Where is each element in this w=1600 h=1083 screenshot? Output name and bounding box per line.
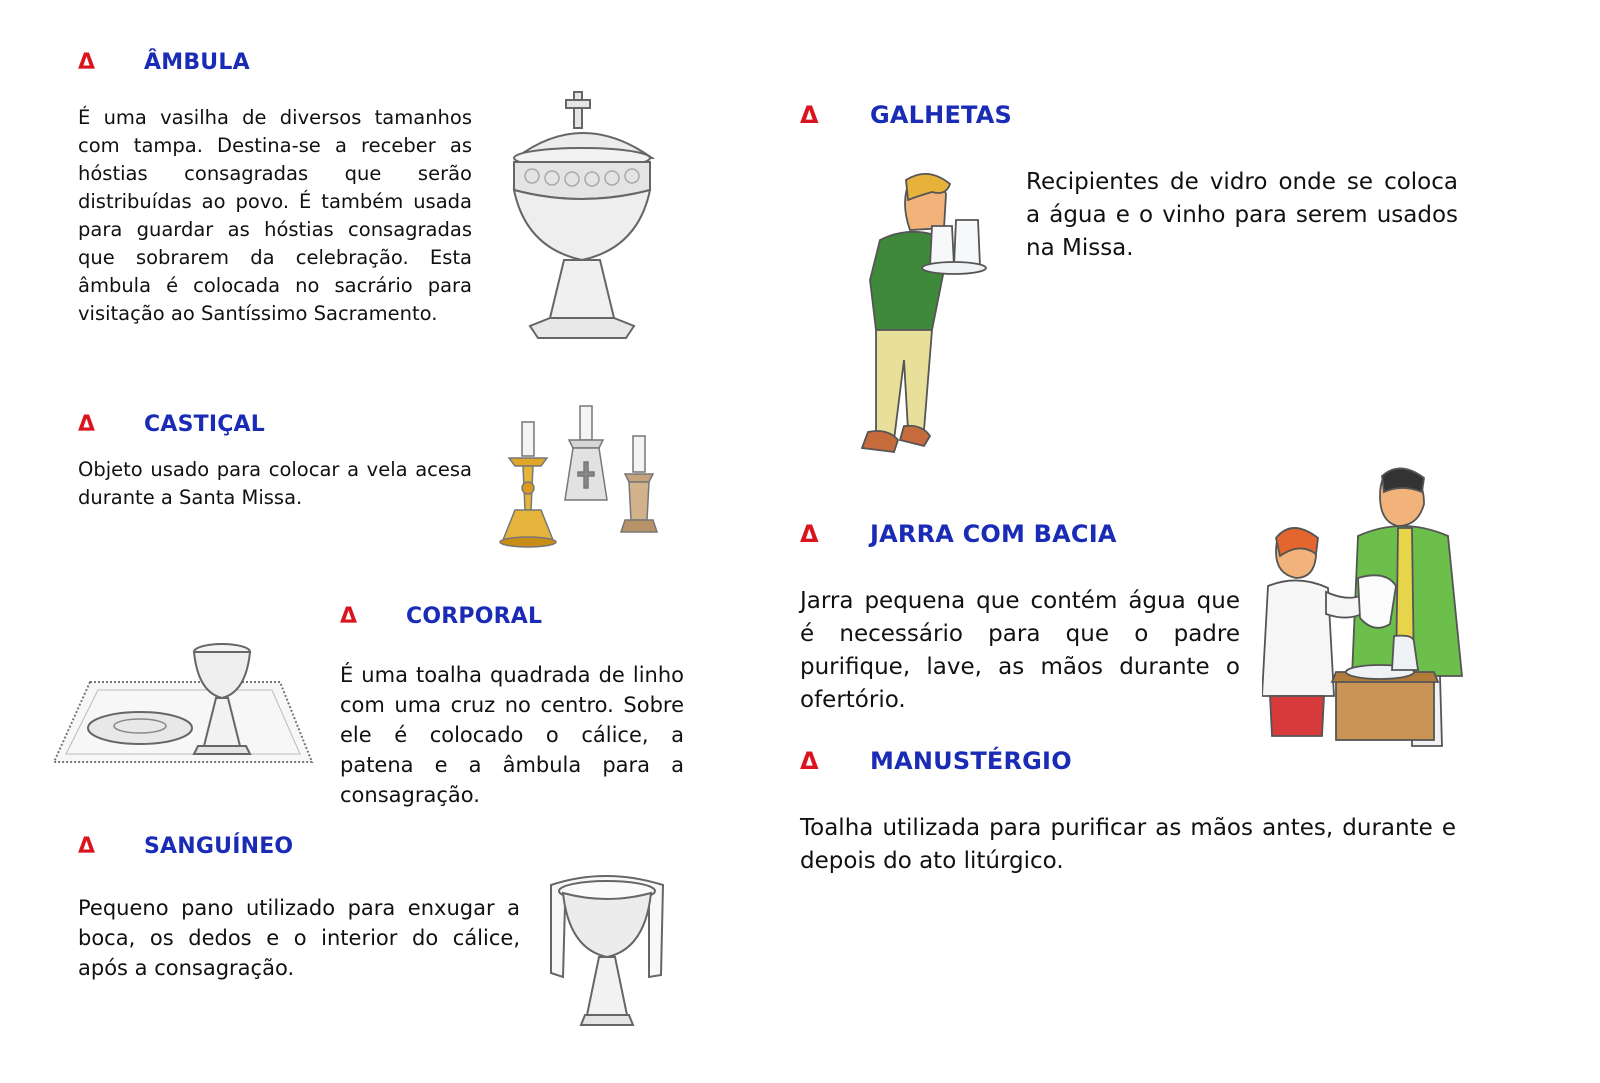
heading-sanguineo	[78, 834, 293, 859]
triangle-marker-icon: Δ	[800, 101, 819, 129]
section-text-ambula: É uma vasilha de diversos tamanhos com tampa. Destina-se a receber as hóstias consagradas que serão distribuídas ao povo. É também usada para guardar as hóstias consagradas que sobrarem da celebração. Esta âmbula é colocada no sacrário para visitação ao Santíssimo Sacramento.	[78, 106, 472, 325]
corporal-chalice-icon	[50, 640, 320, 775]
section-text-manustergio: Toalha utilizada para purificar as mãos antes, durante e depois do ato litúrgico.	[800, 815, 1456, 874]
triangle-marker-icon: Δ	[340, 604, 358, 629]
section-text-jarra-com-bacia: Jarra pequena que contém água que é necessário para que o padre purifique, lave, as mãos durante o ofertório.	[800, 588, 1240, 713]
section-title: MANUSTÉRGIO	[870, 747, 1072, 775]
heading-manustergio	[800, 747, 1072, 775]
triangle-marker-icon: Δ	[800, 520, 819, 548]
section-title: ÂMBULA	[144, 50, 250, 75]
section-title: CASTIÇAL	[144, 412, 265, 437]
altar-boy-cruets-icon	[848, 170, 998, 470]
section-title: CORPORAL	[406, 604, 543, 629]
heading-castical	[78, 412, 265, 437]
section-title: GALHETAS	[870, 101, 1013, 129]
section-text-castical: Objeto usado para colocar a vela acesa durante a Santa Missa.	[78, 458, 472, 509]
ciborium-icon	[502, 88, 662, 346]
section-text-corporal: É uma toalha quadrada de linho com uma cruz no centro. Sobre ele é colocado o cálice, a patena e a âmbula para a consagração.	[340, 663, 684, 807]
triangle-marker-icon: Δ	[78, 834, 96, 859]
heading-corporal	[340, 604, 542, 629]
triangle-marker-icon: Δ	[800, 747, 819, 775]
section-title: SANGUÍNEO	[144, 834, 294, 859]
purificator-chalice-icon	[545, 865, 670, 1030]
section-text-sanguineo: Pequeno pano utilizado para enxugar a boca, os dedos e o interior do cálice, após a consagração.	[78, 896, 520, 980]
triangle-marker-icon: Δ	[78, 412, 96, 437]
priest-washing-hands-icon	[1262, 466, 1472, 761]
triangle-marker-icon: Δ	[78, 50, 96, 75]
candlesticks-icon	[495, 400, 675, 555]
heading-jarra-com-bacia	[800, 520, 1117, 548]
heading-ambula	[78, 50, 250, 75]
heading-galhetas	[800, 101, 1012, 129]
section-title: JARRA COM BACIA	[870, 520, 1117, 548]
section-text-galhetas: Recipientes de vidro onde se coloca a água e o vinho para serem usados na Missa.	[1026, 169, 1458, 261]
